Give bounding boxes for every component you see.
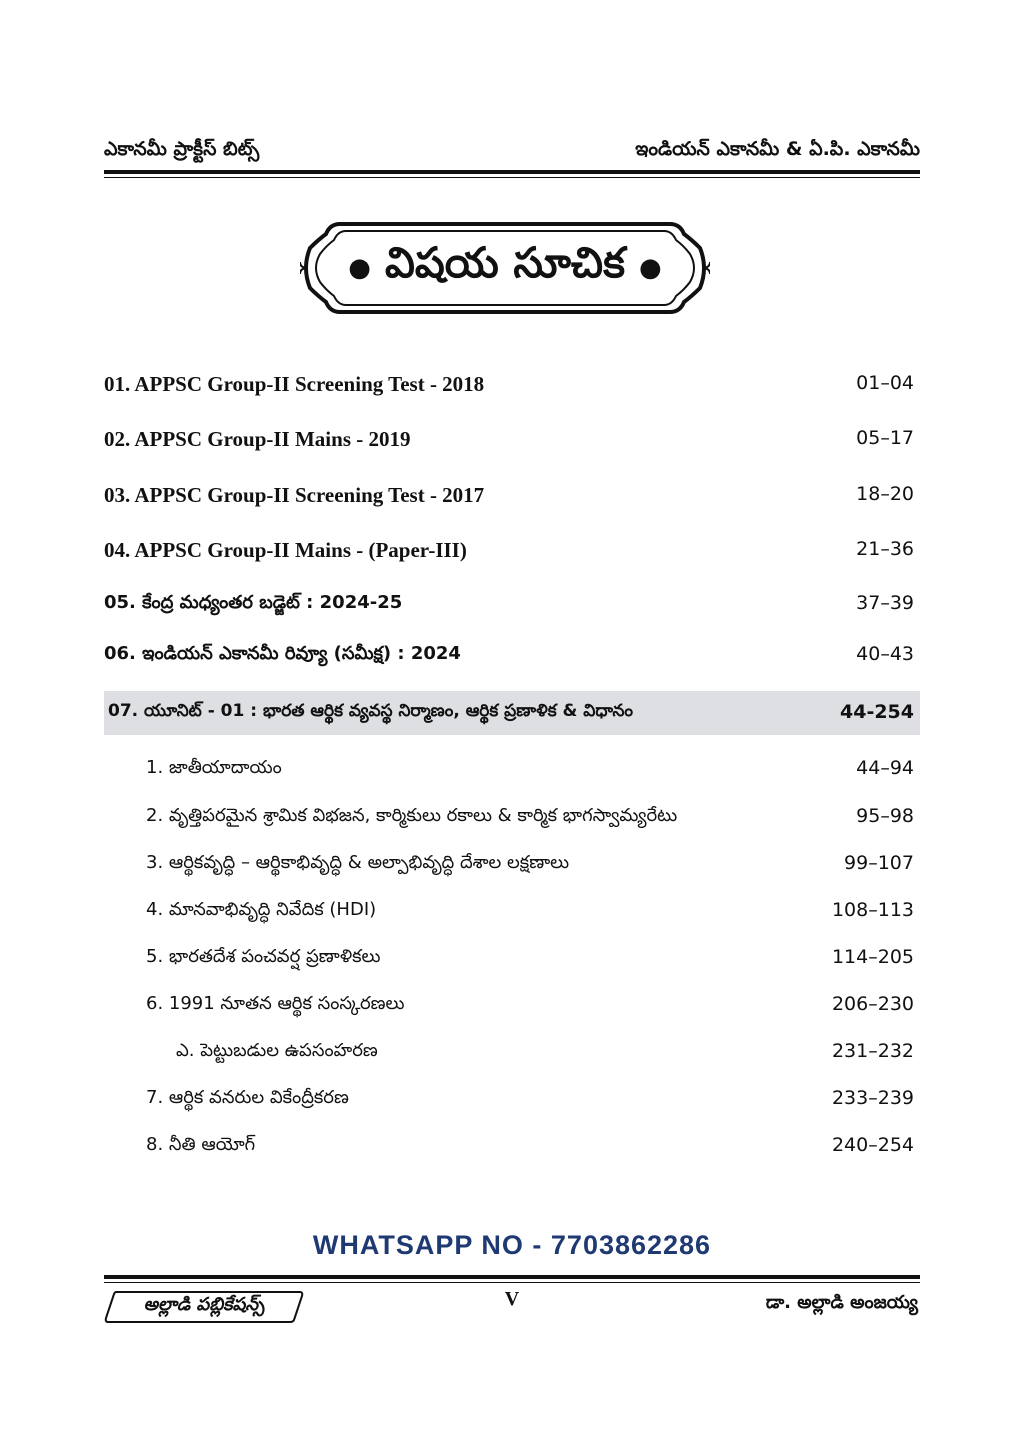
toc-subentry-label: 1. జాతీయాదాయం [146, 757, 282, 778]
toc-entry-label: 04. APPSC Group-II Mains - (Paper-III) [104, 538, 467, 562]
unit-heading-label: 07. యూనిట్ - 01 : భారత ఆర్థిక వ్యవస్థ నిర్మాణం, ఆర్థిక ప్రణాళిక & విధానం [108, 701, 634, 721]
toc-entry[interactable] [104, 483, 914, 519]
toc-subentry-pages: 231–232 [831, 1040, 914, 1062]
title-dot-left-icon: ● [348, 253, 371, 283]
footer-rule-thin [104, 1282, 920, 1283]
toc-entry[interactable] [104, 643, 914, 679]
toc-subentry[interactable] [146, 993, 914, 1025]
toc-subentry-label: 4. మానవాభివృద్ధి నివేదిక (HDI) [146, 899, 377, 920]
title-dot-right-icon: ● [639, 253, 662, 283]
toc-subentry-pages: 206–230 [831, 993, 914, 1015]
toc-subentry-label: 2. వృత్తిపరమైన శ్రామిక విభజన, కార్మికులు రకాలు & కార్మిక భాగస్వామ్యరేటు [146, 805, 678, 826]
title-plaque [300, 218, 710, 318]
unit-heading-pages: 44-254 [840, 701, 914, 723]
toc-subentry-label: 6. 1991 నూతన ఆర్థిక సంస్కరణలు [146, 993, 405, 1014]
toc-subentry-label: 5. భారతదేశ పంచవర్ష ప్రణాళికలు [146, 946, 381, 967]
unit-heading[interactable] [104, 691, 920, 735]
toc-subentry[interactable] [176, 1040, 914, 1072]
toc-entry-pages: 37–39 [856, 592, 914, 614]
toc-subentry-pages: 95–98 [856, 805, 914, 827]
header-right-title: ఇండియన్ ఎకానమీ & ఏ.పి. ఎకానమీ [635, 138, 920, 160]
toc-subentry-label: 3. ఆర్థికవృద్ధి – ఆర్థికాభివృద్ధి & అల్పాభివృద్ధి దేశాల లక్షణాలు [146, 852, 570, 873]
page-title: విషయ సూచిక [384, 238, 626, 287]
toc-entry-pages: 01–04 [856, 372, 914, 394]
toc-entry-label: 02. APPSC Group-II Mains - 2019 [104, 427, 411, 451]
toc-entry-pages: 21–36 [856, 538, 914, 560]
toc-entry[interactable] [104, 427, 914, 463]
header-rule-thin [104, 177, 920, 178]
toc-entry-pages: 18–20 [856, 483, 914, 505]
toc-subentry[interactable] [146, 899, 914, 931]
toc-entry[interactable] [104, 538, 914, 574]
toc-entry[interactable] [104, 592, 914, 628]
toc-subentry-pages: 233–239 [831, 1087, 914, 1109]
toc-subentry-pages: 99–107 [844, 852, 914, 874]
toc-entry-label: 01. APPSC Group-II Screening Test - 2018 [104, 372, 485, 396]
header-rule-thick [104, 170, 920, 174]
toc-subentry[interactable] [146, 757, 914, 789]
toc-subentry[interactable] [146, 852, 914, 884]
toc-subentry[interactable] [146, 1087, 914, 1119]
toc-entry-label: 06. ఇండియన్ ఎకానమీ రివ్యూ (సమీక్ష) : 2024 [104, 643, 461, 664]
toc-entry-pages: 05–17 [856, 427, 914, 449]
header-left-title: ఎకానమీ ప్రాక్టీస్ బిట్స్ [104, 138, 260, 160]
toc-subentry-pages: 44–94 [856, 757, 914, 779]
toc-subentry-label: 8. నీతి ఆయోగ్ [146, 1134, 256, 1155]
toc-subentry-pages: 240–254 [831, 1134, 914, 1156]
toc-subentry-pages: 114–205 [831, 946, 914, 968]
toc-subentry-pages: 108–113 [831, 899, 914, 921]
toc-entry-pages: 40–43 [856, 643, 914, 665]
toc-subentry-label: ఎ. పెట్టుబడుల ఉపసంహరణ [176, 1040, 378, 1061]
toc-entry[interactable] [104, 372, 914, 408]
toc-subentry[interactable] [146, 946, 914, 978]
running-header [104, 138, 920, 168]
whatsapp-number: WHATSAPP NO - 7703862286 [312, 1230, 712, 1260]
publisher-name: అల్లాడి పబ్లికేషన్స్ [143, 1294, 265, 1315]
footer-rule-thick [104, 1275, 920, 1279]
page-number: V [504, 1288, 520, 1310]
toc-entry-label: 05. కేంద్ర మధ్యంతర బడ్జెట్ : 2024-25 [104, 592, 403, 613]
toc-subentry[interactable] [146, 1134, 914, 1166]
author-name: డా. అల్లాడి అంజయ్య [765, 1292, 918, 1313]
toc-subentry-label: 7. ఆర్థిక వనరుల వికేంద్రీకరణ [146, 1087, 349, 1108]
toc-entry-label: 03. APPSC Group-II Screening Test - 2017 [104, 483, 485, 507]
toc-subentry[interactable] [146, 805, 914, 837]
